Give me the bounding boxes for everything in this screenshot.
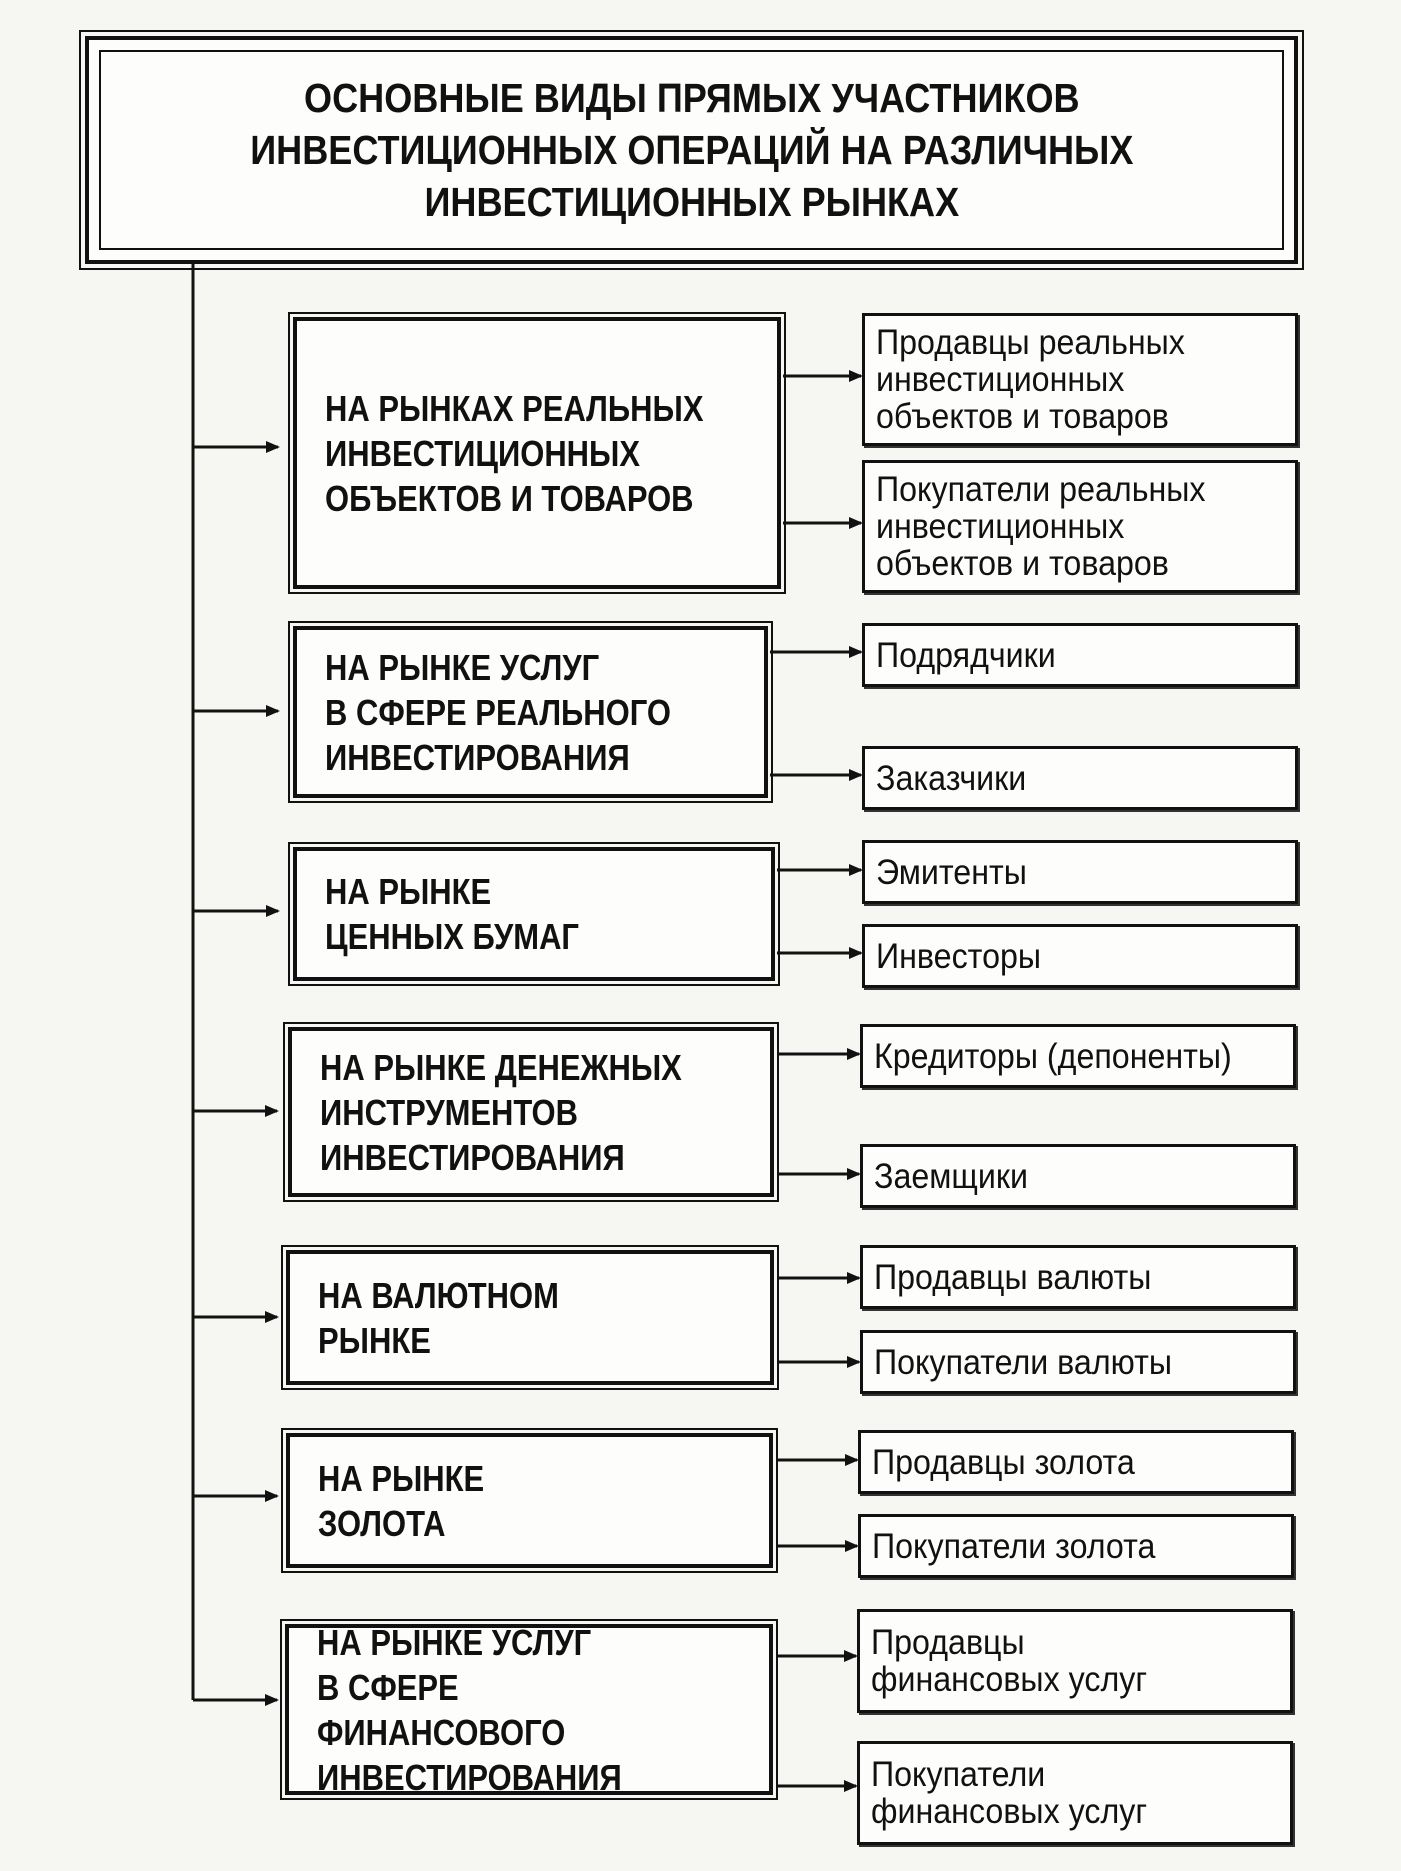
participant-label: Заемщики [874,1156,1028,1196]
participant-label: Покупатели золота [872,1526,1156,1566]
title-line-3: ИНВЕСТИЦИОННЫХ РЫНКАХ [424,179,959,225]
participant-label: Инвесторы [876,936,1042,976]
category-real-investment-services [293,626,768,798]
participant-borrowers [860,1144,1296,1208]
participant-buyers-real-objects [862,460,1298,593]
participant-currency-sellers [860,1245,1296,1309]
participant-issuers [862,840,1298,904]
participant-label: Покупатели валюты [874,1342,1172,1382]
participant-label: Эмитенты [876,852,1027,892]
category-label: НА РЫНКАХ РЕАЛЬНЫХ ИНВЕСТИЦИОННЫХ ОБЪЕКТОВ И ТОВАРОВ [325,387,704,519]
participant-customers [862,746,1298,810]
participant-contractors [862,623,1298,687]
category-currency-market [286,1250,774,1385]
participant-label: Подрядчики [876,635,1056,675]
category-money-instruments [288,1027,774,1197]
participant-label: Продавцы золота [872,1442,1135,1482]
title-line-2: ИНВЕСТИЦИОННЫХ ОПЕРАЦИЙ НА РАЗЛИЧНЫХ [249,127,1134,173]
participant-label: Кредиторы (депоненты) [874,1036,1232,1076]
participant-currency-buyers [860,1330,1296,1394]
participant-label: Заказчики [876,758,1027,798]
participant-investors [862,924,1298,988]
participant-financial-services-sellers [857,1609,1293,1713]
category-label: НА ВАЛЮТНОМ РЫНКЕ [318,1274,559,1361]
participant-sellers-real-objects [862,313,1298,446]
title-line-1: ОСНОВНЫЕ ВИДЫ ПРЯМЫХ УЧАСТНИКОВ [303,75,1080,121]
diagram-title [250,72,1133,228]
category-real-investment-objects [293,317,781,589]
category-label: НА РЫНКЕ УСЛУГ В СФЕРЕ РЕАЛЬНОГО ИНВЕСТИРОВАНИЯ [325,646,671,778]
category-label: НА РЫНКЕ ЦЕННЫХ БУМАГ [325,871,579,957]
participant-label: Продавцы валюты [874,1257,1152,1297]
participant-label: Продавцы реальных инвестиционных объектов и товаров [876,323,1185,436]
participant-financial-services-buyers [857,1741,1293,1845]
category-financial-investment-services [285,1621,773,1798]
participant-gold-buyers [858,1514,1294,1578]
diagram-title-box [85,36,1298,264]
participant-label: Покупатели реальных инвестиционных объектов и товаров [876,470,1206,583]
participant-label: Покупатели финансовых услуг [871,1755,1148,1831]
category-label: НА РЫНКЕ УСЛУГ В СФЕРЕ ФИНАНСОВОГО ИНВЕСТИРОВАНИЯ [317,1621,622,1798]
diagram-title-inner [99,50,1284,250]
participant-gold-sellers [858,1430,1294,1494]
category-label: НА РЫНКЕ ДЕНЕЖНЫХ ИНСТРУМЕНТОВ ИНВЕСТИРОВАНИЯ [320,1046,682,1178]
category-gold-market [286,1433,773,1568]
participant-creditors [860,1024,1296,1088]
participant-label: Продавцы финансовых услуг [871,1623,1148,1699]
category-label: НА РЫНКЕ ЗОЛОТА [318,1457,485,1544]
category-securities-market [293,847,775,981]
